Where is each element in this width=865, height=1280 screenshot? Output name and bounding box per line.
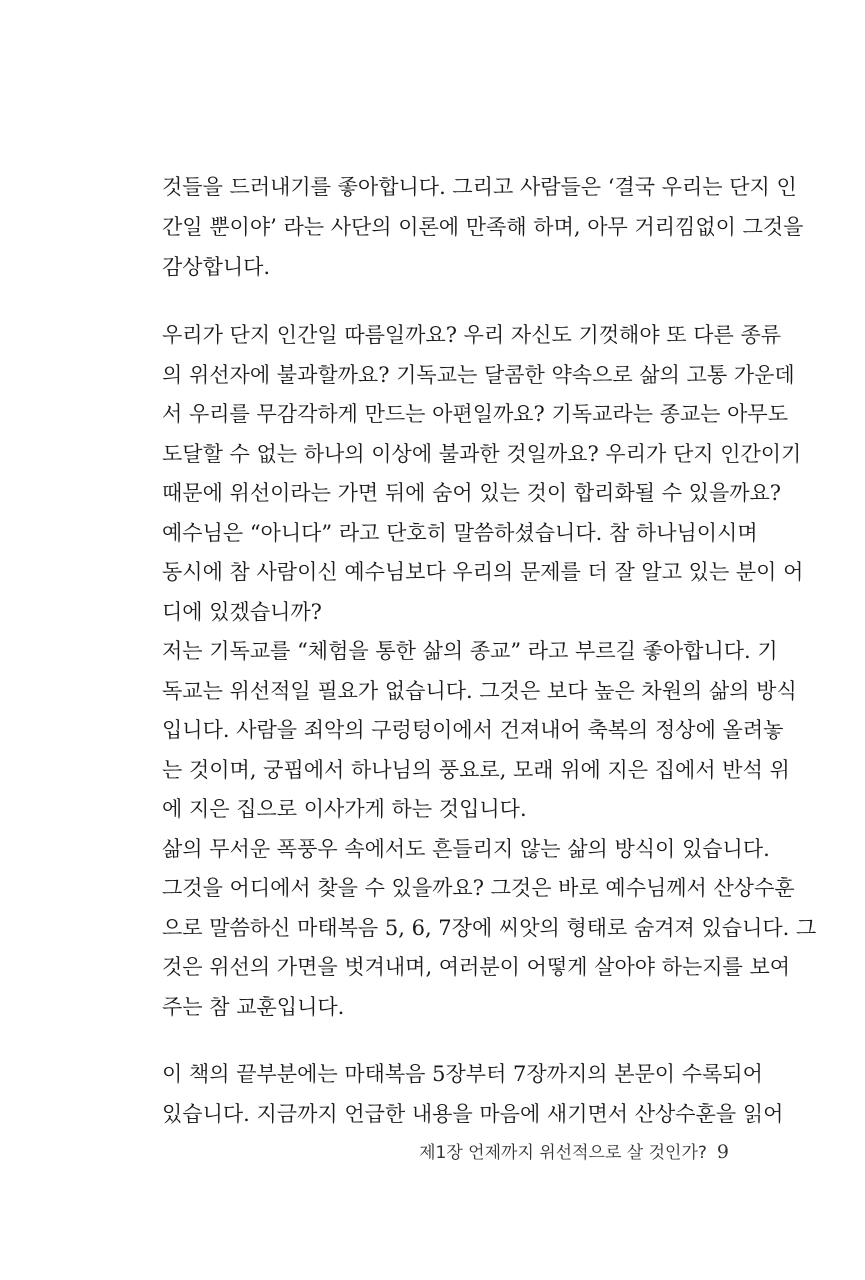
body-line: 는 것이며, 궁핍에서 하나님의 풍요로, 모래 위에 지은 집에서 반석 위 — [162, 758, 790, 782]
body-line: 주는 참 교훈입니다. — [162, 995, 345, 1019]
body-line: 예수님은 “아니다” 라고 단호히 말씀하셨습니다. 참 하나님이시며 — [162, 521, 758, 545]
running-footer — [419, 1138, 729, 1163]
body-line: 의 위선자에 불과할까요? 기독교는 달콤한 약속으로 삶의 고통 가운데 — [162, 363, 795, 387]
body-line: 것들을 드러내기를 좋아합니다. 그리고 사람들은 ‘결국 우리는 단지 인 — [162, 175, 797, 199]
chapter-title: 제1장 언제까지 위선적으로 살 것인가? — [419, 1143, 707, 1163]
body-line: 것은 위선의 가면을 벗겨내며, 여러분이 어떻게 살아야 하는지를 보여 — [162, 955, 791, 979]
body-line: 입니다. 사람을 죄악의 구렁텅이에서 건져내어 축복의 정상에 올려놓 — [162, 718, 784, 742]
body-line: 삶의 무서운 폭풍우 속에서도 흔들리지 않는 삶의 방식이 있습니다. — [162, 837, 770, 861]
body-line: 서 우리를 무감각하게 만드는 아편일까요? 기독교라는 종교는 아무도 — [162, 402, 788, 426]
body-line: 으로 말씀하신 마태복음 5, 6, 7장에 씨앗의 형태로 숨겨져 있습니다. 그 — [162, 916, 817, 940]
body-line: 이 책의 끝부분에는 마태복음 5장부터 7장까지의 본문이 수록되어 — [162, 1062, 763, 1086]
body-line: 동시에 참 사람이신 예수님보다 우리의 문제를 더 잘 알고 있는 분이 어 — [162, 560, 804, 584]
body-line: 독교는 위선적일 필요가 없습니다. 그것은 보다 높은 차원의 삶의 방식 — [162, 679, 797, 703]
page-number: 9 — [716, 1141, 729, 1163]
body-line: 때문에 위선이라는 가면 뒤에 숨어 있는 것이 합리화될 수 있을까요? — [162, 481, 782, 505]
body-line: 저는 기독교를 “체험을 통한 삶의 종교” 라고 부르길 좋아합니다. 기 — [162, 639, 778, 663]
body-line: 우리가 단지 인간일 따름일까요? 우리 자신도 기껏해야 또 다른 종류 — [162, 323, 782, 347]
body-line: 간일 뿐이야’ 라는 사단의 이론에 만족해 하며, 아무 거리낌없이 그것을 — [162, 215, 804, 239]
body-line: 감상합니다. — [162, 255, 271, 279]
body-line: 도달할 수 없는 하나의 이상에 불과한 것일까요? 우리가 단지 인간이기 — [162, 442, 802, 466]
body-line: 그것을 어디에서 찾을 수 있을까요? 그것은 바로 예수님께서 산상수훈 — [162, 876, 795, 900]
body-line: 있습니다. 지금까지 언급한 내용을 마음에 새기면서 산상수훈을 읽어 — [162, 1102, 784, 1126]
body-line: 에 지은 집으로 이사가게 하는 것입니다. — [162, 797, 527, 821]
body-line: 디에 있겠습니까? — [162, 600, 322, 624]
